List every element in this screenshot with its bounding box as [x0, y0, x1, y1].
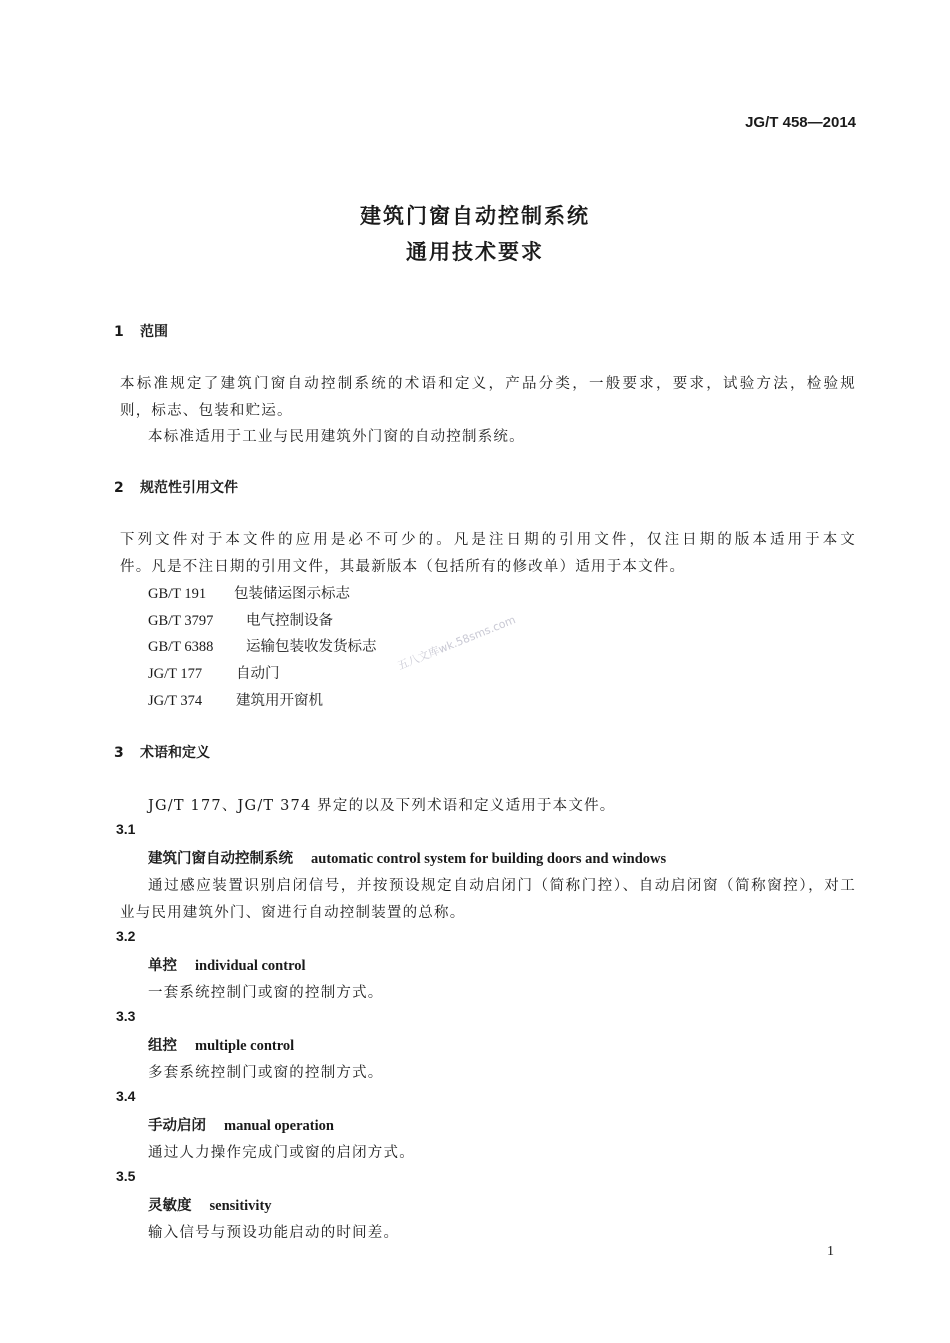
reference-name: 电气控制设备 [246, 613, 333, 629]
section-number: 1 [114, 324, 124, 340]
section-number: 2 [114, 480, 124, 496]
watermark: 五八文库wk.58sms.com [395, 613, 518, 673]
term-number: 3.3 [116, 1008, 136, 1024]
term-zh: 建筑门窗自动控制系统 [148, 850, 293, 867]
section-3-heading [114, 742, 210, 762]
term-definition: 一套系统控制门或窗的控制方式。 [148, 985, 384, 1001]
reference-name: 建筑用开窗机 [236, 693, 323, 709]
term-en: manual operation [224, 1118, 334, 1134]
document-title-line2: 通用技术要求 [406, 240, 544, 264]
term-definition-line: 通过感应装置识别启闭信号，并按预设规定自动启闭门（简称门控）、自动启闭窗（简称窗控），对工 [148, 878, 856, 894]
term-en: individual control [195, 958, 306, 974]
term-number: 3.1 [116, 821, 136, 837]
reference-item [148, 662, 280, 683]
section-2-paragraph-line: 下列文件对于本文件的应用是必不可少的。凡是注日期的引用文件，仅注日期的版本适用于本文 [120, 532, 856, 548]
term-zh: 单控 [148, 957, 177, 974]
reference-item [148, 689, 323, 710]
term-number: 3.2 [116, 928, 136, 944]
standard-code: JG/T 458—2014 [745, 114, 856, 131]
reference-name: 运输包装收发货标志 [246, 639, 377, 655]
term-zh: 组控 [148, 1037, 177, 1054]
page-number: 1 [827, 1244, 834, 1259]
reference-item [148, 609, 333, 630]
document-title-line1: 建筑门窗自动控制系统 [360, 204, 590, 228]
reference-item [148, 582, 350, 603]
term-en: multiple control [195, 1038, 295, 1054]
reference-code: GB/T 3797 [148, 613, 214, 629]
reference-code: JG/T 374 [148, 693, 203, 709]
term-heading [148, 847, 666, 868]
section-title: 规范性引用文件 [140, 480, 238, 496]
reference-name: 包装储运图示标志 [234, 586, 350, 602]
term-heading [148, 1114, 334, 1135]
section-1-paragraph-line: 本标准规定了建筑门窗自动控制系统的术语和定义，产品分类，一般要求，要求，试验方法，检验规 [120, 376, 856, 392]
term-definition: 通过人力操作完成门或窗的启闭方式。 [148, 1145, 415, 1161]
section-2-heading [114, 477, 238, 497]
reference-code: GB/T 191 [148, 586, 207, 602]
term-heading [148, 1034, 294, 1055]
section-title: 范围 [140, 324, 168, 340]
section-title: 术语和定义 [140, 745, 210, 761]
term-heading [148, 954, 306, 975]
term-en: sensitivity [209, 1198, 272, 1214]
term-zh: 手动启闭 [148, 1117, 206, 1134]
term-zh: 灵敏度 [148, 1197, 192, 1214]
section-2-paragraph-line: 件。凡是不注日期的引用文件，其最新版本（包括所有的修改单）适用于本文件。 [120, 559, 686, 575]
section-1-paragraph: 本标准适用于工业与民用建筑外门窗的自动控制系统。 [148, 429, 525, 445]
term-definition: 输入信号与预设功能启动的时间差。 [148, 1225, 400, 1241]
reference-code: GB/T 6388 [148, 639, 214, 655]
term-number: 3.5 [116, 1168, 136, 1184]
section-1-paragraph-line: 则，标志、包装和贮运。 [120, 403, 293, 419]
term-definition: 多套系统控制门或窗的控制方式。 [148, 1065, 384, 1081]
reference-code: JG/T 177 [148, 666, 203, 682]
term-en: automatic control system for building doors and windows [311, 851, 667, 867]
reference-item [148, 635, 377, 656]
term-definition-line: 业与民用建筑外门、窗进行自动控制装置的总称。 [120, 905, 466, 921]
section-1-heading [114, 321, 168, 341]
section-3-intro: JG/T 177、JG/T 374 界定的以及下列术语和定义适用于本文件。 [148, 798, 616, 814]
term-heading [148, 1194, 272, 1215]
section-number: 3 [114, 745, 124, 761]
reference-name: 自动门 [236, 666, 280, 682]
term-number: 3.4 [116, 1088, 136, 1104]
